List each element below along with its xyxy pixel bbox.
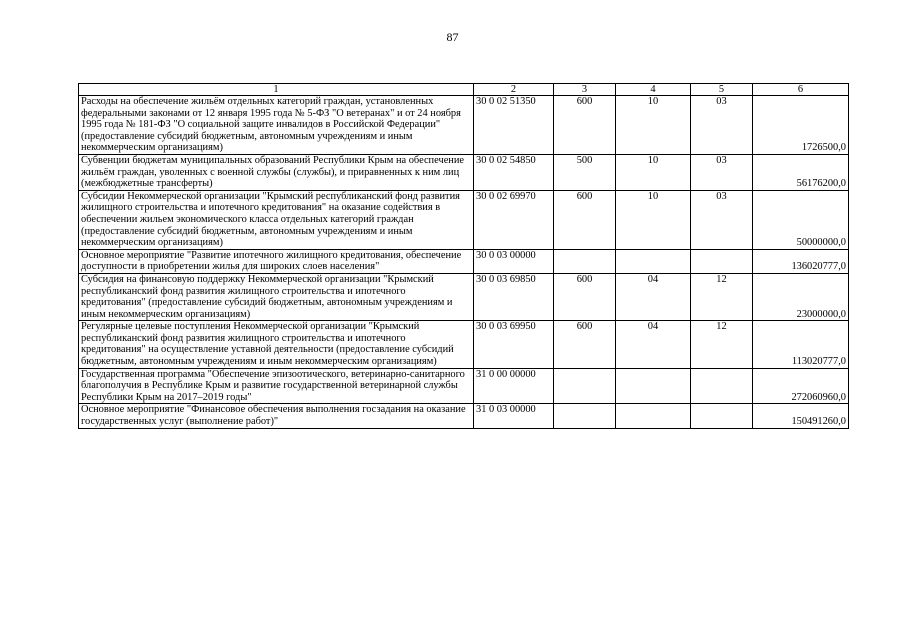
table-row — [79, 96, 849, 155]
column-header: 5 — [691, 84, 753, 96]
row-amount: 136020777,0 — [753, 249, 849, 273]
target-article-code: 30 0 02 51350 — [474, 96, 554, 155]
expense-type-code: 600 — [554, 190, 616, 249]
row-amount: 113020777,0 — [753, 321, 849, 368]
row-description: Регулярные целевые поступления Некоммерческой организации "Крымский республиканский фонд развития жилищного строительства и ипотечного кредитования" на осуществление уставной деятельности (предоставление субсидий бюджетным, автономным учреждениям и иным некоммерческим организациям) — [79, 321, 474, 368]
subsection-code — [691, 368, 753, 404]
target-article-code: 30 0 02 69970 — [474, 190, 554, 249]
section-code — [616, 404, 691, 428]
column-header: 4 — [616, 84, 691, 96]
section-code — [616, 368, 691, 404]
row-description: Основное мероприятие "Развитие ипотечного жилищного кредитования, обеспечение доступности в приобретении жилья для широких слоев населения" — [79, 249, 474, 273]
row-amount: 1726500,0 — [753, 96, 849, 155]
row-amount: 50000000,0 — [753, 190, 849, 249]
row-amount: 272060960,0 — [753, 368, 849, 404]
table-row — [79, 273, 849, 320]
row-amount: 56176200,0 — [753, 154, 849, 190]
section-code: 04 — [616, 321, 691, 368]
expense-type-code — [554, 249, 616, 273]
expense-type-code — [554, 368, 616, 404]
subsection-code: 03 — [691, 96, 753, 155]
subsection-code — [691, 249, 753, 273]
budget-table — [78, 83, 849, 429]
expense-type-code: 600 — [554, 273, 616, 320]
target-article-code: 30 0 03 69950 — [474, 321, 554, 368]
expense-type-code: 600 — [554, 321, 616, 368]
row-description: Субсидия на финансовую поддержку Некоммерческой организации "Крымский республиканский фонд развития жилищного строительства и ипотечного кредитования" (предоставление субсидий бюджетным, автономным учреждениям и иным некоммерческим организациям) — [79, 273, 474, 320]
row-description: Государственная программа "Обеспечение эпизоотического, ветеринарно-санитарного благополучия в Республике Крым и развитие государственной ветеринарной службы Республики Крым на 2017–2019 годы" — [79, 368, 474, 404]
table-row — [79, 154, 849, 190]
subsection-code — [691, 404, 753, 428]
row-description: Субсидии Некоммерческой организации "Крымский республиканский фонд развития жилищного строительства и ипотечного кредитования" на оказание содействия в обеспечении жильем экономического класса отдельных категорий граждан (предоставление субсидий бюджетным, автономным учреждениям и иным некоммерческим организациям) — [79, 190, 474, 249]
column-header: 3 — [554, 84, 616, 96]
section-code: 10 — [616, 190, 691, 249]
table-row — [79, 190, 849, 249]
subsection-code: 03 — [691, 190, 753, 249]
table-row — [79, 321, 849, 368]
section-code: 04 — [616, 273, 691, 320]
column-header: 2 — [474, 84, 554, 96]
table-row — [79, 368, 849, 404]
expense-type-code: 600 — [554, 96, 616, 155]
table-header-row — [79, 84, 849, 96]
subsection-code: 12 — [691, 321, 753, 368]
section-code: 10 — [616, 96, 691, 155]
target-article-code: 31 0 00 00000 — [474, 368, 554, 404]
target-article-code: 30 0 02 54850 — [474, 154, 554, 190]
expense-type-code: 500 — [554, 154, 616, 190]
row-amount: 150491260,0 — [753, 404, 849, 428]
table-row — [79, 404, 849, 428]
column-header: 6 — [753, 84, 849, 96]
section-code — [616, 249, 691, 273]
target-article-code: 30 0 03 69850 — [474, 273, 554, 320]
row-description: Основное мероприятие "Финансовое обеспечения выполнения госзадания на оказание государственных услуг (выполнение работ)" — [79, 404, 474, 428]
column-header: 1 — [79, 84, 474, 96]
table-row — [79, 249, 849, 273]
row-description: Субвенции бюджетам муниципальных образований Республики Крым на обеспечение жильём граждан, уволенных с военной службы (службы), и приравненных к ним лиц (межбюджетные трансферты) — [79, 154, 474, 190]
target-article-code: 30 0 03 00000 — [474, 249, 554, 273]
subsection-code: 12 — [691, 273, 753, 320]
row-amount: 23000000,0 — [753, 273, 849, 320]
subsection-code: 03 — [691, 154, 753, 190]
page-number: 87 — [446, 30, 459, 44]
section-code: 10 — [616, 154, 691, 190]
expense-type-code — [554, 404, 616, 428]
budget-table-body — [79, 84, 849, 429]
row-description: Расходы на обеспечение жильём отдельных категорий граждан, установленных федеральными законами от 12 января 1995 года № 5-ФЗ "О ветеранах" и от 24 ноября 1995 года № 181-ФЗ "О социальной защите инвалидов в Российской Федерации" (предоставление субсидий бюджетным, автономным учреждениям и иным некоммерческим организациям) — [79, 96, 474, 155]
target-article-code: 31 0 03 00000 — [474, 404, 554, 428]
